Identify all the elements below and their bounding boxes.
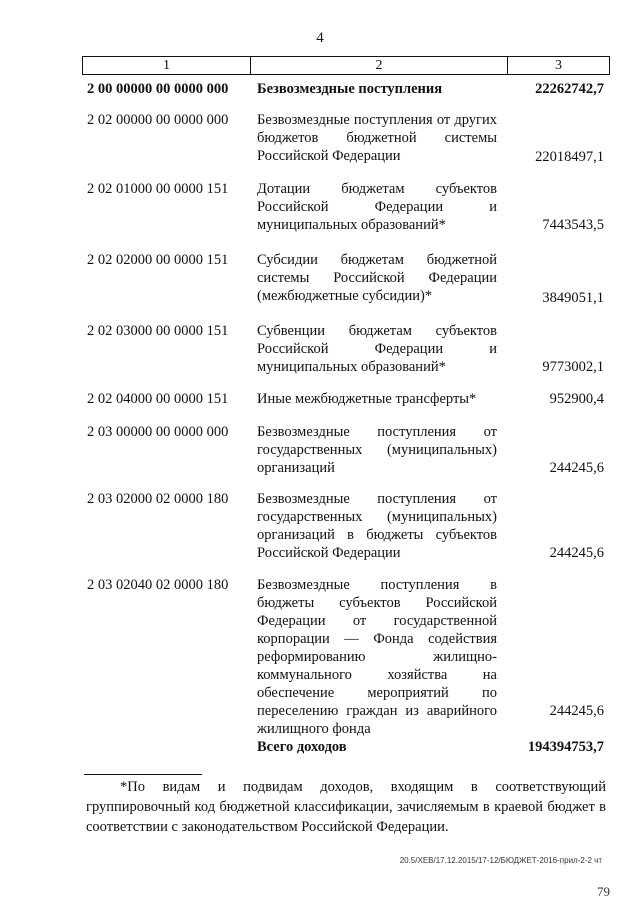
row-code: 2 02 04000 00 0000 151 <box>87 391 229 407</box>
row-amount: 244245,6 <box>549 460 604 476</box>
row-amount: 952900,4 <box>549 391 604 407</box>
row-code: 2 03 00000 00 0000 000 <box>87 424 229 440</box>
row-amount: 3849051,1 <box>542 290 604 306</box>
corner-mark: 79 <box>597 884 610 899</box>
row-amount: 22262742,7 <box>535 81 604 97</box>
document-reference: 20.5/ХЕВ/17.12.2015/17-12/БЮДЖЕТ-2016-прил-2-2 чт <box>399 856 602 865</box>
table-header <box>82 56 610 75</box>
row-description: Иные межбюджетные трансферты* <box>257 391 477 407</box>
row-description: Дотации бюджетам субъектов Российской Федерации и муниципальных образований* <box>257 181 497 233</box>
row-code: 2 03 02040 02 0000 180 <box>87 577 229 593</box>
row-amount: 244245,6 <box>549 545 604 561</box>
footnote-divider <box>84 774 202 775</box>
row-description: Безвозмездные поступления от государственных (муниципальных) организаций в бюджеты субъектов Российской Федерации <box>257 491 497 561</box>
column-header-3: 3 <box>555 58 562 73</box>
row-description: Всего доходов <box>257 739 347 755</box>
row-code: 2 03 02000 02 0000 180 <box>87 491 229 507</box>
row-description: Субсидии бюджетам бюджетной системы Российской Федерации (межбюджетные субсидии)* <box>257 252 497 304</box>
column-header-2: 2 <box>251 57 508 74</box>
row-code: 2 02 02000 00 0000 151 <box>87 252 229 268</box>
row-description: Безвозмездные поступления от других бюджетов бюджетной системы Российской Федерации <box>257 112 497 164</box>
page-number: 4 <box>316 30 324 46</box>
row-code: 2 02 03000 00 0000 151 <box>87 323 229 339</box>
row-amount: 194394753,7 <box>527 739 604 755</box>
row-description: Безвозмездные поступления от государственных (муниципальных) организаций <box>257 424 497 476</box>
row-amount: 22018497,1 <box>535 149 604 165</box>
row-amount: 7443543,5 <box>542 217 604 233</box>
row-code: 2 02 01000 00 0000 151 <box>87 181 229 197</box>
column-header-1: 1 <box>83 57 251 74</box>
footnote: *По видам и подвидам доходов, входящим в соответствующий группировочный код бюджетной классификации, зачисляемым в краевой бюджет в соответствии с законодательством Российской Федерации. <box>86 779 606 835</box>
row-description: Безвозмездные поступления в бюджеты субъектов Российской Федерации от государственной корпорации — Фонда содействия реформированию жилищно-коммунального хозяйства на обеспечение мероприятий по переселению граждан из аварийного жилищного фонда <box>257 577 497 737</box>
row-amount: 244245,6 <box>549 703 604 719</box>
row-description: Субвенции бюджетам субъектов Российской Федерации и муниципальных образований* <box>257 323 497 375</box>
row-code: 2 00 00000 00 0000 000 <box>87 81 229 97</box>
row-amount: 9773002,1 <box>542 359 604 375</box>
row-code: 2 02 00000 00 0000 000 <box>87 112 229 128</box>
row-description: Безвозмездные поступления <box>257 81 443 97</box>
